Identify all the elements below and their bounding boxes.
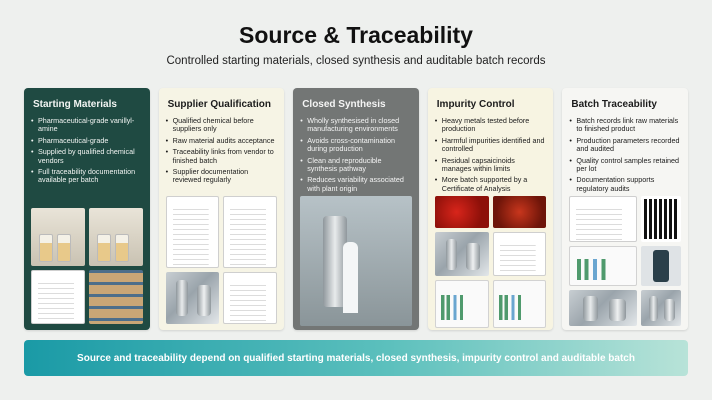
- bullet: • Qualified chemical before suppliers only: [166, 117, 278, 134]
- analysis-report-image: [493, 232, 547, 276]
- bullet: • More batch supported by a Certificate of Analysis: [435, 176, 547, 193]
- bullet: • Documentation supports regulatory audits: [569, 176, 681, 193]
- card-starting-materials: [24, 88, 150, 330]
- batch-record-image: [569, 196, 637, 242]
- lab-instrument-image: [435, 232, 489, 276]
- bullet: • Heavy metals tested before production: [435, 117, 547, 134]
- card-images: [31, 208, 143, 324]
- warehouse-shelves-image: [89, 270, 143, 324]
- clipboard-document-image: [166, 196, 220, 268]
- page-title: Source & Traceability: [239, 22, 473, 48]
- test-chart-image: [435, 280, 489, 328]
- card-supplier-qualification: [159, 88, 285, 330]
- summary-banner: Source and traceability depend on qualified starting materials, closed synthesis, impurity control and auditable batch: [24, 340, 688, 376]
- card-bullets: [569, 117, 681, 196]
- phone-scan-image: [641, 246, 681, 286]
- bullet: • Avoids cross-contamination during production: [300, 137, 412, 154]
- bullet: • Production parameters recorded and audited: [569, 137, 681, 154]
- card-bullets: [166, 117, 278, 188]
- production-line-image: [569, 290, 637, 326]
- bullet: • Full traceability documentation available per batch: [31, 168, 143, 185]
- vials-image: [89, 208, 143, 266]
- card-bullets: [31, 117, 143, 188]
- cards-row: [24, 88, 688, 330]
- card-title: Supplier Qualification: [167, 99, 271, 110]
- bullet: • Wholly synthesised in closed manufacturing environments: [300, 117, 412, 134]
- card-images: [435, 196, 547, 328]
- reactor-plant-image: [300, 196, 412, 326]
- card-title: Closed Synthesis: [302, 99, 386, 110]
- bullet: • Raw material audits acceptance: [166, 137, 278, 145]
- card-title: Starting Materials: [33, 99, 117, 110]
- results-chart-image: [493, 280, 547, 328]
- bullet: • Pharmaceutical-grade vanillyl-amine: [31, 117, 143, 134]
- bullet: • Harmful impurities identified and controlled: [435, 137, 547, 154]
- card-closed-synthesis: [293, 88, 419, 330]
- page-subtitle: Controlled starting materials, closed synthesis and auditable batch records: [166, 55, 546, 67]
- card-batch-traceability: [562, 88, 688, 330]
- card-bullets: [435, 117, 547, 196]
- card-title: Batch Traceability: [571, 99, 657, 110]
- bullet: • Quality control samples retained per lot: [569, 157, 681, 174]
- audit-document-image: [223, 272, 277, 324]
- card-impurity-control: [428, 88, 554, 330]
- bullet: • Supplier documentation reviewed regularly: [166, 168, 278, 185]
- bottles-image: [31, 208, 85, 266]
- chili-flakes-image: [493, 196, 547, 228]
- qr-code-icon: [641, 196, 681, 242]
- bullet: • Clean and reproducible synthesis pathway: [300, 157, 412, 174]
- bullet: • Pharmaceutical-grade: [31, 137, 143, 145]
- card-images: [300, 196, 412, 326]
- bullet: • Batch records link raw materials to finished product: [569, 117, 681, 134]
- bullet: • Traceability links from vendor to finished batch: [166, 148, 278, 165]
- facility-image: [641, 290, 681, 326]
- card-bullets: [300, 117, 412, 196]
- card-images: [166, 196, 278, 324]
- chili-peppers-image: [435, 196, 489, 228]
- process-chart-image: [569, 246, 637, 286]
- document-image: [31, 270, 85, 324]
- certificate-document-image: [223, 196, 277, 268]
- card-title: Impurity Control: [436, 99, 515, 110]
- card-images: [569, 196, 681, 326]
- bullet: • Residual capsaicinoids manages within limits: [435, 157, 547, 174]
- bullet: • Reduces variability associated with plant origin: [300, 176, 412, 193]
- bullet: • Supplied by qualified chemical vendors: [31, 148, 143, 165]
- lab-equipment-image: [166, 272, 220, 324]
